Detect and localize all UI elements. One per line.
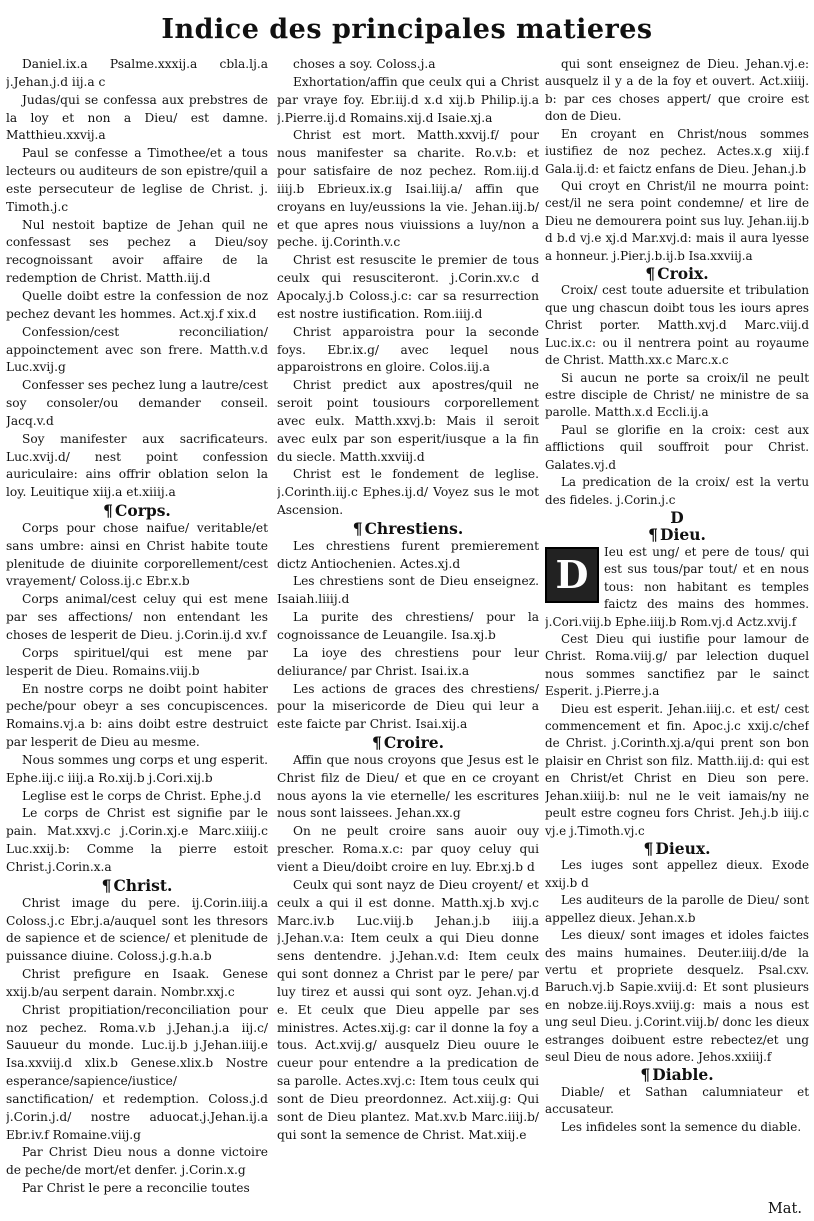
index-entry (277, 324, 539, 378)
index-entry (6, 591, 268, 645)
index-entry (6, 377, 268, 431)
section-heading (545, 509, 809, 526)
entry-text: qui sont enseignez de Dieu. Jehan.vj.e: ausquelz il y a de la foy et ouvert. Act.xiiij. b: par ces choses appert/ que croire est don de Dieu. (545, 57, 809, 124)
entry-text: Nous sommes ung corps et ung esperit. Ephe.iij.c iiij.a Ro.xij.b j.Cori.xij.b (6, 752, 268, 785)
index-entry (277, 609, 539, 645)
heading-text: Christ. (113, 875, 173, 895)
index-entry (277, 466, 539, 520)
entry-text: Les infideles sont la semence du diable. (561, 1119, 802, 1134)
entry-text: On ne peult croire sans auoir ouy prescher. Roma.x.c: par quoy celuy qui vient a Dieu/doibt croire en luy. Ebr.xj.b d (277, 824, 539, 874)
index-entry (6, 56, 268, 92)
entry-text: Judas/qui se confessa aux prebstres de la loy et non a Dieu/ est damne. Matthieu.xxvij.a (6, 92, 268, 143)
section-heading (6, 877, 268, 895)
section-heading (545, 1066, 809, 1083)
entry-text: Ceulx qui sont nayz de Dieu croyent/ et ceulx a qui il est donne. Matth.xj.b xvj.c Marc.iv.b Luc.viij.b Jehan.j.b iiij.a j.Jehan.v.a: Item ceulx a qui Dieu donne sens dentendre. j.Jehan.v.d: Item ceulx qui sont donnez a Christ par le pere/ par luy tirez et aussi qui sont oyz. Jehan.vj.d e. Et ceulx que Dieu appelle par ses ministres. Actes.xij.g: car il donne la foy a tous. Act.xvij.g/ ausquelz Dieu ouure le cueur pour entendre a la predication de sa parolle. Actes.xvj.c: Item tous ceulx qui sont de Dieu preordonnez. Act.xiij.g: Qui sont de Dieu plantez. Mat.xv.b Marc.iiij.b/ qui sont la semence de Christ. Mat.xiij.e (277, 877, 539, 1142)
index-entry (6, 895, 268, 966)
index-entry (6, 145, 268, 216)
column-right (545, 56, 809, 1216)
index-entry (277, 877, 539, 1145)
index-entry (545, 631, 809, 701)
index-entry (6, 92, 268, 146)
index-entry (545, 56, 809, 126)
section-heading (545, 526, 809, 543)
entry-text: Confesser ses pechez lung a lautre/cest soy consoler/ou demander conseil. Jacq.v.d (6, 378, 268, 428)
entry-text: La ioye des chrestiens pour leur deliurance/ par Christ. Isai.ix.a (277, 645, 539, 678)
entry-text: Christ est le fondement de leglise. j.Corinth.iij.c Ephes.ij.d/ Voyez sus le mot Ascension. (277, 467, 539, 518)
pilcrow-icon: ¶ (352, 518, 363, 538)
entry-text: La predication de la croix/ est la vertu des fideles. j.Corin.j.c (545, 475, 809, 507)
index-entry (6, 431, 268, 502)
entry-text: Par Christ le pere a reconcilie toutes (22, 1181, 250, 1196)
pilcrow-icon: ¶ (371, 733, 382, 753)
entry-text: Les iuges sont appellez dieux. Exode xxij.b d (545, 858, 809, 890)
entry-text: Leglise est le corps de Christ. Ephe.j.d (22, 788, 262, 803)
heading-text: Dieux. (655, 838, 711, 858)
index-entry (277, 681, 539, 735)
entry-text: Christ apparoistra pour la seconde foys. Ebr.ix.g/ avec lequel nous apparoistrons en gloire. Colos.iij.a (277, 324, 539, 375)
entry-text: Christ image du pere. ij.Corin.iiij.a Coloss.j.c Ebr.j.a/auquel sont les thresors de sapience et de science/ et plenitude de puissance diuine. Coloss.j.g.h.a.b (6, 895, 268, 964)
section-heading (545, 840, 809, 857)
entry-text: Les dieux/ sont images et idoles faictes des mains humaines. Deuter.iiij.d/de la vertu et propriete desquelz. Psal.cxv. Baruch.vj.b Sapie.xviij.d: Et sont plusieurs en nobze.iij.Roys.xviij.g: mais a nous est ung seul Dieu. j.Corint.viij.b/ donc les dieux estranges doibuent estre rebectez/et ung seul Dieu de nous adore. Jehos.xxiiij.f (545, 928, 809, 1065)
entry-text: Christ predict aux apostres/quil ne seroit point tousiours corporellement avec eulx. Matth.xxvj.b: Mais il seroit avec eulx par son esperit/iusque a la fin du siecle. Matth.xxviij.d (277, 378, 539, 464)
column-left (6, 56, 268, 1216)
index-entry (545, 892, 809, 927)
pilcrow-icon: ¶ (640, 1065, 651, 1085)
entry-text: Les chrestiens sont de Dieu enseignez. Isaiah.liiij.d (277, 574, 539, 607)
entry-text: Les chrestiens furent premierement dictz Antiochenien. Actes.xj.d (277, 538, 539, 571)
entry-text: Confession/cest reconciliation/ appoinctement avec son frere. Matth.v.d Luc.xvij.g (6, 324, 268, 375)
entry-text: Quelle doibt estre la confession de noz pechez devant les hommes. Act.xj.f xix.d (6, 288, 268, 321)
index-entry (545, 474, 809, 509)
index-entry (6, 752, 268, 788)
index-entry (545, 422, 809, 474)
column-middle (277, 56, 539, 1216)
index-entry (6, 1180, 268, 1198)
heading-text: Croire. (383, 733, 445, 753)
pilcrow-icon: ¶ (645, 264, 656, 284)
index-entry (545, 126, 809, 178)
decorated-initial: D (545, 547, 599, 603)
heading-text: Croix. (657, 264, 709, 284)
entry-text: Croix/ cest toute aduersite et tribulation que ung chascun doibt tous les iours apres Christ porter. Matth.xvj.d Marc.viij.d Luc.ix.c: ou il nentrera point au royaume de Christ. Matth.xx.c Marc.x.c (545, 283, 809, 368)
entry-text: Nul nestoit baptize de Jehan quil ne confessast ses pechez a Dieu/soy recognoissant avoir affaire de la redemption de Christ. Matth.iij.d (6, 217, 268, 286)
index-entry (545, 927, 809, 1066)
index-entry (6, 805, 268, 876)
entry-text: En croyant en Christ/nous sommes iustifiez de noz pechez. Actes.x.g xiij.f Gala.ij.d: et faictz enfans de Dieu. Jehan.j.b (545, 126, 809, 176)
section-heading (545, 265, 809, 282)
entry-text: Qui croyt en Christ/il ne mourra point: cest/il ne sera point condemne/ et lire de Dieu ne demourera point sus luy. Jehan.iij.b d b.d vj.e xj.d Mar.xvj.d: mais il aura lyesse a honneur. j.Pier.j.b.ij.b Isa.xxviij.a (545, 178, 809, 263)
index-entry (277, 74, 539, 128)
pilcrow-icon: ¶ (103, 501, 114, 521)
entry-text: Corps animal/cest celuy qui est mene par ses affections/ non entendant les choses de lesperit de Dieu. j.Corin.ij.d xv.f (6, 592, 268, 642)
heading-text: Dieu. (660, 525, 706, 545)
entry-text: Par Christ Dieu nous a donne victoire de peche/de mort/et denfer. j.Corin.x.g (6, 1145, 268, 1178)
entry-text: La purite des chrestiens/ pour la cognoissance de Leuangile. Isa.xj.b (277, 610, 539, 642)
index-entry (6, 645, 268, 681)
index-entry (545, 1119, 809, 1136)
entry-text: Les auditeurs de la parolle de Dieu/ sont appellez dieux. Jehan.x.b (545, 893, 809, 925)
entry-text: En nostre corps ne doibt point habiter peche/pour obeyr a ses concupiscences. Romains.vj.a b: ains doibt estre destruict par lesperit de Dieu au mesme. (6, 681, 268, 750)
heading-text: Corps. (115, 501, 171, 521)
entry-text: Paul se confesse a Timothee/et a tous lecteurs ou auditeurs de son epistre/quil a este persecuteur de leglise de Christ. j. Timoth.j.c (6, 146, 268, 214)
index-entry (277, 538, 539, 574)
section-heading (277, 734, 539, 752)
index-entry (277, 252, 539, 323)
entry-text: Paul se glorifie en la croix: cest aux afflictions quil souffroit pour Christ. Galates.vj.d (545, 422, 809, 472)
entry-text: Dieu est esperit. Jehan.iiij.c. et est/ cest commencement et fin. Apoc.j.c xxij.c/chef de Christ. j.Corinth.xj.a/qui prent son bon plaisir en Christ son filz. Matth.iij.d: qui est en Christ/et Christ en Dieu son pere. Jehan.xiiij.b: nul ne le veit iamais/ny ne peult estre cogneu fors Christ. Jeh.j.b iiij.c vj.e j.Timoth.vj.c (545, 701, 809, 838)
index-entry (545, 370, 809, 422)
entry-text: Corps pour chose naifue/ veritable/et sans umbre: ainsi en Christ habite toute plenitude de diuinite corporellement/cest vrayement/ Coloss.ij.c Ebr.x.b (6, 520, 268, 589)
index-entry (6, 217, 268, 288)
index-entry (6, 520, 268, 591)
pilcrow-icon: ¶ (101, 875, 112, 895)
index-entry (6, 788, 268, 806)
entry-text: Exhortation/affin que ceulx qui a Christ par vraye foy. Ebr.iij.d x.d xij.b Philip.ij.a j.Pierre.ij.d Romains.xij.d Isaie.xj.a (277, 74, 539, 125)
pilcrow-icon: ¶ (648, 525, 658, 545)
section-heading (6, 502, 268, 520)
heading-text: Chrestiens. (364, 518, 464, 538)
entry-text: Corps spirituel/qui est mene par lesperit de Dieu. Romains.viij.b (6, 645, 268, 678)
entry-text: Daniel.ix.a Psalme.xxxij.a cbla.lj.a j.Jehan.j.d iij.a c (6, 57, 268, 89)
index-entry (6, 288, 268, 324)
pilcrow-icon: ¶ (643, 838, 654, 858)
entry-text: Les actions de graces des chrestiens/ pour la misericorde de Dieu qui leur a este faicte par Christ. Isai.xij.a (277, 681, 539, 732)
entry-text: Christ prefigure en Isaak. Genese xxij.b/au serpent darain. Nombr.xxj.c (6, 967, 268, 999)
index-entry (6, 966, 268, 1002)
entry-text: Christ est mort. Matth.xxvij.f/ pour nous manifester sa charite. Ro.v.b: et pour satisfaire de noz pechez. Rom.iij.d iiij.b Ebrieux.ix.g Isai.liij.a/ affin que croyans en luy/eussions la vie. Jehan.iij.b/ et que apres nous viuissions a luy/non a peche. ij.Corinth.v.c (277, 128, 539, 250)
section-heading (277, 520, 539, 538)
entry-text: Affin que nous croyons que Jesus est le Christ filz de Dieu/ et que en ce croyant nous ayons la vie eternelle/ les escritures nous sont laissees. Jehan.xx.g (277, 752, 539, 821)
entry-text: Christ est resuscite le premier de tous ceulx qui resusciteront. j.Corin.xv.c d Apocaly.j.b Coloss.j.c: car sa resurrection est nostre iustification. Rom.iiij.d (277, 253, 539, 321)
index-entry (277, 127, 539, 252)
index-entry (545, 282, 809, 369)
heading-text: Diable. (652, 1065, 714, 1085)
index-entry (545, 1084, 809, 1119)
index-entry (545, 857, 809, 892)
heading-text: D (670, 507, 684, 527)
index-entry (6, 681, 268, 752)
entry-text: Diable/ et Sathan calumniateur et accusateur. (545, 1084, 809, 1117)
index-entry (6, 324, 268, 378)
entry-text: choses a soy. Coloss.j.a (293, 57, 436, 71)
index-entry (277, 752, 539, 823)
index-entry (545, 178, 809, 265)
index-entry (277, 573, 539, 609)
index-entry (277, 377, 539, 466)
index-entry (277, 823, 539, 877)
entry-text: Si aucun ne porte sa croix/il ne peult estre disciple de Christ/ ne ministre de sa parolle. Matth.x.d Eccli.ij.a (545, 370, 809, 420)
index-entry (545, 701, 809, 840)
page-title: Indice des principales matieres (161, 14, 653, 45)
index-entry (277, 56, 539, 74)
entry-text: Christ propitiation/reconciliation pour noz pechez. Roma.v.b j.Jehan.j.a iij.c/ Sauueur du monde. Luc.ij.b j.Jehan.iiij.e Isa.xxviij.d xlix.b Genese.xlix.b Nostre esperance/sapience/iustice/ sanctification/ et redemption. Coloss.j.d j.Corin.j.d/ nostre aduocat.j.Jehan.ij.a Ebr.iv.f Romaine.viij.g (6, 1002, 268, 1142)
index-entry (6, 1002, 268, 1145)
entry-text: Cest Dieu qui iustifie pour lamour de Christ. Roma.viij.g/ par lelection duquel nous sommes sanctifiez par le sainct Esperit. j.Pierre.j.a (545, 631, 809, 699)
entry-text: Soy manifester aux sacrificateurs. Luc.xvij.d/ nest point confession auriculaire: ains offrir oblation selon la loy. Leuitique xiij.a et.xiiij.a (6, 431, 268, 500)
entry-text: Ieu est ung/ et pere de tous/ qui est sus tous/par tout/ et en nous tous: non habitant es temples faictz des mains des hommes. j.Cori.viij.b Ephe.iiij.b Rom.vj.d Actz.xvij.f (545, 544, 809, 629)
entry-text: Le corps de Christ est signifie par le pain. Mat.xxvj.c j.Corin.xj.e Marc.xiiij.c Luc.xxij.b: Comme la pierre estoit Christ.j.Corin.x.a (6, 806, 268, 874)
index-entry (545, 544, 809, 631)
catchword: Mat. (767, 1200, 802, 1217)
index-entry (6, 1144, 268, 1180)
index-entry (277, 645, 539, 681)
